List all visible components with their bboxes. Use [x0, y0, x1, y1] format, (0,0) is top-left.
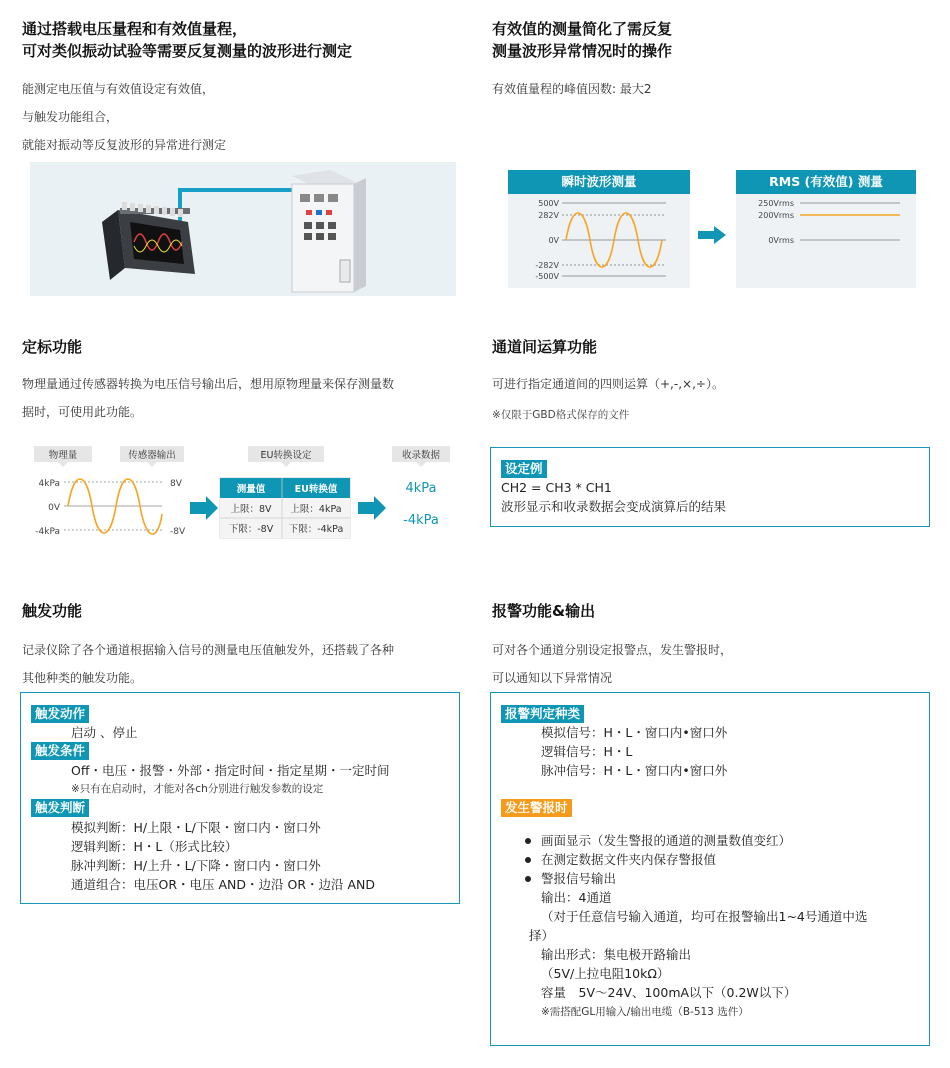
tick-neg8v: -8V: [170, 527, 186, 537]
tick-8v: 8V: [170, 479, 182, 489]
section1-title-line1: 通过搭载电压量程和有效值量程，: [22, 20, 248, 38]
trigger-judgement-combination: 通道组合：电压OR・电压 AND・边沿 OR・边沿 AND: [71, 877, 376, 892]
section4-text: 可进行指定通道间的四则运算（+,-,×,÷）。: [492, 377, 724, 391]
example-formula: CH2 = CH3 * CH1: [501, 480, 612, 495]
alarm-bullet-output: 警报信号输出: [541, 871, 617, 886]
bullet-icon: [525, 876, 531, 882]
trigger-box: [20, 692, 460, 904]
section1-text-3: 就能对振动等反复波形的异常进行测定: [22, 138, 227, 152]
section5-title: 触发功能: [22, 602, 83, 620]
example-result: 波形显示和收录数据会变成演算后的结果: [501, 499, 727, 514]
tick-282v: 282V: [538, 211, 559, 220]
section4-example-box: [490, 447, 930, 527]
section5-text-1: 记录仪除了各个通道根据输入信号的测量电压值触发外，还搭载了各种: [22, 643, 395, 657]
tick-250vrms: 250Vrms: [758, 199, 794, 208]
alarm-type-analog: 模拟信号：H・L・窗口内•窗口外: [541, 725, 728, 740]
trigger-judgement-logic: 逻辑判断：H・L（形式比较）: [71, 839, 238, 854]
trigger-judgement-pulse: 脉冲判断：H/上升・L/下降・窗口内・窗口外: [71, 858, 321, 873]
trigger-action-text: 启动 、停止: [71, 725, 138, 740]
table-cell-upper-measured: 上限：8V: [230, 504, 272, 515]
tick-neg500v: -500V: [535, 272, 559, 281]
alarm-output-channels: 输出：4通道: [541, 890, 612, 905]
label-record: 收录数据: [401, 450, 441, 461]
alarm-type-pulse: 脉冲信号：H・L・窗口内•窗口外: [541, 763, 728, 778]
section6-text-1: 可对各个通道分别设定报警点，发生警报时，: [492, 643, 733, 657]
section3-text-2: 据时，可使用此功能。: [22, 405, 143, 419]
trigger-condition-note: ※只有在启动时，才能对各ch分别进行触发参数的设定: [71, 783, 324, 795]
alarm-type-logic: 逻辑信号：H・L: [541, 744, 633, 759]
rms-panel: [736, 170, 916, 288]
tick-0v: 0V: [548, 236, 559, 245]
section2-title-line2: 测量波形异常情况时的操作: [492, 42, 673, 60]
section1-text-1: 能测定电压值与有效值设定有效值，: [22, 82, 215, 96]
tick-4kpa: 4kPa: [38, 479, 60, 489]
tick-0vrms: 0Vrms: [768, 236, 794, 245]
instant-waveform-header: 瞬时波形测量: [508, 170, 690, 194]
trigger-action-tag: 触发动作: [31, 705, 89, 723]
alarm-output-note-2: 择）: [529, 928, 555, 943]
tick-neg282v: -282V: [535, 261, 559, 270]
alarm-bullet-save: 在测定数据文件夹内保存警报值: [541, 852, 717, 867]
section4-title: 通道间运算功能: [492, 338, 598, 356]
tick-500v: 500V: [538, 199, 559, 208]
section5-text-2: 其他种类的触发功能。: [22, 671, 143, 685]
arrow-right-icon: [698, 226, 726, 248]
alarm-output-note-1: （对于任意信号输入通道，均可在报警输出1~4号通道中选: [541, 909, 868, 924]
instant-waveform-chart: [508, 194, 690, 288]
setting-example-tag: 设定例: [501, 460, 547, 478]
section3-text-1: 物理量通过传感器转换为电压信号输出后，想用原物理量来保存测量数: [22, 377, 395, 391]
alarm-output-format: 输出形式：集电极开路输出: [541, 947, 692, 962]
alarm-box: [490, 692, 930, 1046]
instant-waveform-panel: [508, 170, 690, 288]
rms-chart: [736, 194, 916, 288]
alarm-output-capacity: 容量 5V～24V、100mA以下（0.2W以下）: [541, 985, 797, 1000]
tick-0v-s3: 0V: [48, 503, 60, 513]
section2-text: 有效值量程的峰值因数: 最大2: [492, 82, 652, 96]
trigger-judgement-tag: 触发判断: [31, 799, 89, 817]
table-header-eu: EU转换值: [294, 484, 338, 495]
section1-title-line2: 可对类似振动试验等需要反复测量的波形进行测定: [22, 42, 353, 60]
alarm-bullet-display: 画面显示（发生警报的通道的测量数值变红）: [541, 833, 792, 848]
section4-note: ※仅限于GBD格式保存的文件: [492, 409, 630, 421]
trigger-condition-tag: 触发条件: [31, 742, 89, 760]
table-cell-lower-eu: 下限：-4kPa: [288, 524, 344, 535]
table-header-measured: 测量值: [236, 484, 266, 495]
section6-title: 报警功能&输出: [492, 602, 596, 620]
tick-neg4kpa: -4kPa: [35, 527, 60, 537]
bullet-icon: [525, 857, 531, 863]
trigger-condition-text: Off・电压・报警・外部・指定时间・指定星期・一定时间: [71, 763, 390, 778]
alarm-type-tag: 报警判定种类: [501, 705, 584, 723]
table-cell-lower-measured: 下限：-8V: [228, 524, 274, 535]
device-illustration: [30, 162, 456, 296]
section3-title: 定标功能: [22, 338, 83, 356]
scaling-diagram: [20, 444, 460, 554]
alarm-output-pullup: （5V/上拉电阻10kΩ）: [541, 966, 670, 981]
record-value-upper: 4kPa: [405, 481, 437, 496]
bullet-icon: [525, 838, 531, 844]
rms-header: RMS (有效值) 测量: [736, 170, 916, 194]
tick-200vrms: 200Vrms: [758, 211, 794, 220]
record-value-lower: -4kPa: [403, 513, 439, 528]
table-cell-upper-eu: 上限：4kPa: [290, 504, 342, 515]
label-physical: 物理量: [48, 450, 78, 461]
label-sensor: 传感器输出: [128, 450, 176, 461]
label-eu: EU转换设定: [260, 450, 312, 461]
section2-title-line1: 有效值的测量简化了需反复: [492, 20, 673, 38]
section6-text-2: 可以通知以下异常情况: [492, 671, 613, 685]
alarm-output-cable-note: ※需搭配GL用输入/输出电缆（B-513 选件）: [541, 1006, 749, 1018]
section1-text-2: 与触发功能组合，: [22, 110, 119, 124]
alarm-occurrence-tag: 发生警报时: [501, 799, 572, 817]
trigger-judgement-analog: 模拟判断：H/上限・L/下限・窗口内・窗口外: [71, 820, 321, 835]
